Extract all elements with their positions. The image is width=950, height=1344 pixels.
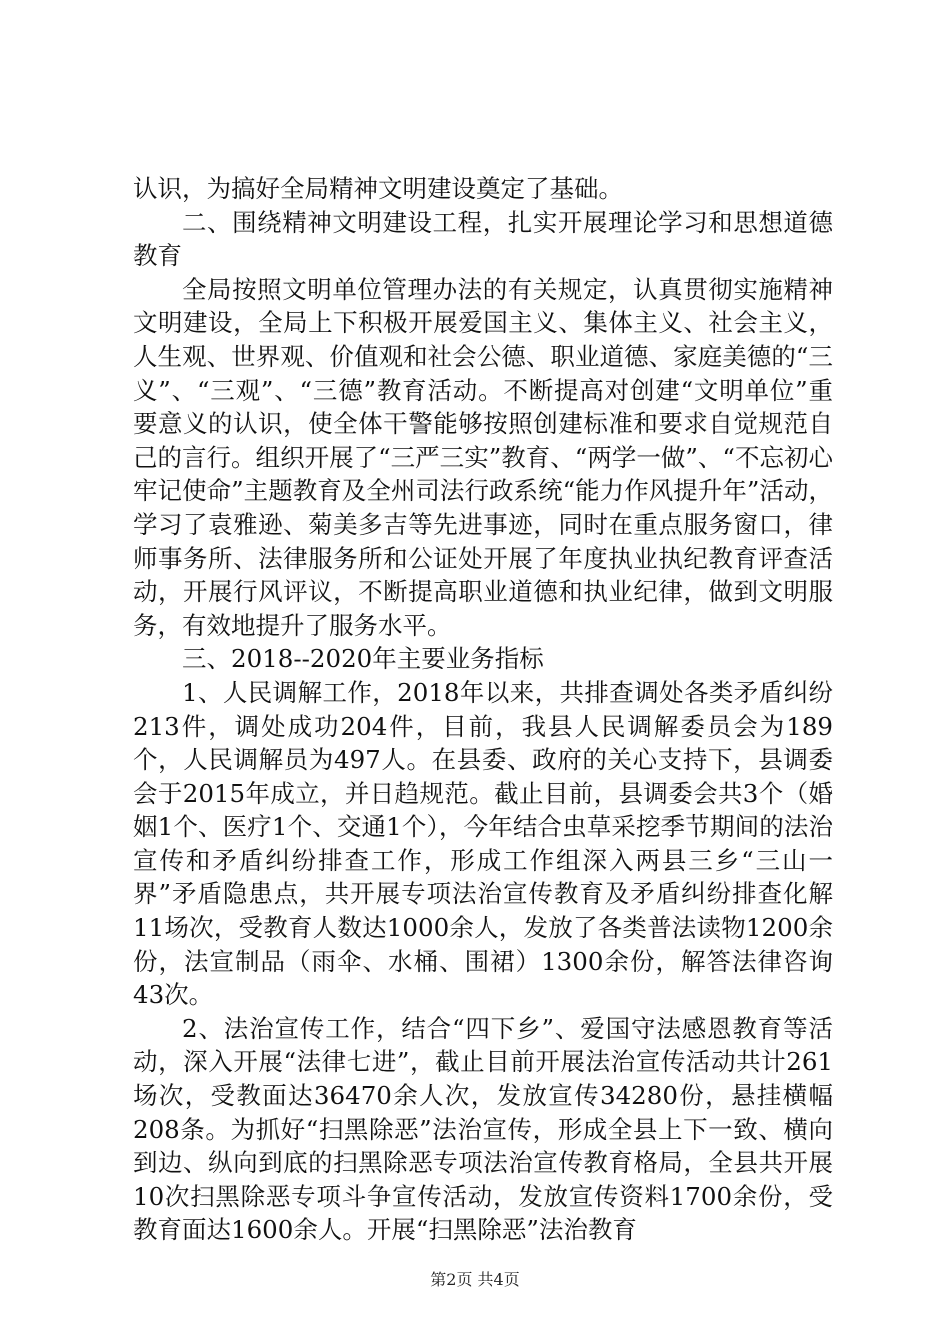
paragraph-mediation-work: 1、人民调解工作，2018年以来，共排查调处各类矛盾纠纷213件，调处成功204件，目前，我县人民调解委员会为189个，人民调解员为497人。在县委、政府的关心支持下，县调委会于2015年成立，并日趋规范。截止目前，县调委会共3个（婚姻1个、医疗1个、交通1个），今年结合虫草采挖季节期间的法治宣传和矛盾纠纷排查工作，形成工作组深入两县三乡“三山一界”矛盾隐患点，共开展专项法治宣传教育及矛盾纠纷排查化解11场次，受教育人数达1000余人，发放了各类普法读物1200余份，法宣制品（雨伞、水桶、围裙）1300余份，解答法律咨询43次。 [133,677,833,1010]
section-heading-2: 二、围绕精神文明建设工程，扎实开展理论学习和思想道德教育 [133,207,833,271]
paragraph-moral-education: 全局按照文明单位管理办法的有关规定，认真贯彻实施精神文明建设，全局上下积极开展爱国主义、集体主义、社会主义，人生观、世界观、价值观和社会公德、职业道德、家庭美德的“三义”、“三观”、“三德”教育活动。不断提高对创建“文明单位”重要意义的认识，使全体干警能够按照创建标准和要求自觉规范自己的言行。组织开展了“三严三实”教育、“两学一做”、“不忘初心牢记使命”主题教育及全州司法行政系统“能力作风提升年”活动，学习了袁雅逊、菊美多吉等先进事迹，同时在重点服务窗口，律师事务所、法律服务所和公证处开展了年度执业执纪教育评查活动，开展行风评议，不断提高职业道德和执业纪律，做到文明服务，有效地提升了服务水平。 [133,274,833,640]
section-heading-3: 三、2018--2020年主要业务指标 [182,644,544,674]
paragraph-continuation: 认识，为搞好全局精神文明建设奠定了基础。 [133,174,623,203]
paragraph-legal-publicity: 2、法治宣传工作，结合“四下乡”、爱国守法感恩教育等活动，深入开展“法律七进”，截止目前开展法治宣传活动共计261场次，受教面达36470余人次，发放宣传34280份，悬挂横幅208条。为抓好“扫黑除恶”法治宣传，形成全县上下一致、横向到边、纵向到底的扫黑除恶专项法治宣传教育格局，全县共开展10次扫黑除恶专项斗争宣传活动，发放宣传资料1700余份，受教育面达1600余人。开展“扫黑除恶”法治教育 [133,1013,833,1245]
page-number-footer: 第2页 共4页 [430,1270,520,1289]
document-body [133,172,833,1247]
